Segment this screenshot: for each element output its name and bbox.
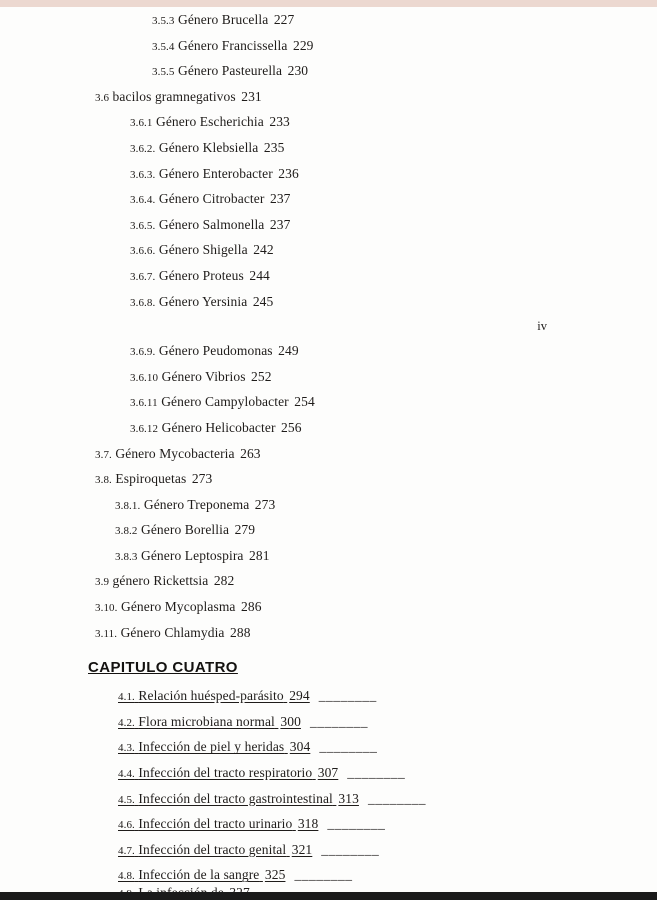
table-of-contents <box>0 7 657 900</box>
toc-entry-text <box>130 268 270 283</box>
toc-entry-page: 273 <box>254 496 276 512</box>
toc-entry-title: Género Mycoplasma <box>120 599 236 615</box>
toc-entry-page: 273 <box>191 471 213 487</box>
toc-entry <box>0 568 657 594</box>
toc-entry-number: 3.5.3 <box>152 15 175 27</box>
toc-entry <box>0 212 657 238</box>
toc-entry-text <box>95 446 261 461</box>
toc-entry-page: 300 <box>280 713 301 729</box>
toc-entry <box>0 33 657 59</box>
toc-entry-leader: ________ <box>321 841 380 857</box>
toc-entry-title: Género Proteus <box>158 267 244 283</box>
toc-entry-title: Género Escherichia <box>155 114 264 130</box>
toc-entry-number: 3.6.2. <box>130 142 156 155</box>
toc-entry-number: 3.5.5 <box>152 66 175 79</box>
toc-entry-text <box>115 548 270 563</box>
toc-entry-text <box>130 191 291 206</box>
toc-entry-text <box>118 739 310 754</box>
toc-entry-text <box>130 394 315 409</box>
toc-entry <box>0 492 657 518</box>
toc-entry-text <box>130 343 299 358</box>
toc-entry <box>0 58 657 84</box>
toc-entry-title: Género Enterobacter <box>158 165 273 181</box>
toc-section-chapter4 <box>0 683 657 900</box>
toc-entry-page: 233 <box>269 114 290 130</box>
toc-entry-page: 244 <box>249 267 270 283</box>
toc-entry-text <box>118 791 359 806</box>
toc-entry-title: Infección de piel y heridas <box>138 739 285 755</box>
toc-entry-title: Género Chlamydia <box>120 624 225 640</box>
toc-entry-title: Infección del tracto urinario <box>138 816 293 832</box>
toc-entry <box>0 84 657 110</box>
chapter-heading: CAPITULO CUATRO <box>88 659 238 677</box>
toc-entry <box>0 161 657 187</box>
toc-entry-number: 3.8. <box>95 474 112 487</box>
toc-entry-number: 4.7. <box>118 844 135 857</box>
toc-entry-text <box>95 573 234 588</box>
toc-entry <box>0 734 657 760</box>
toc-entry <box>0 338 657 364</box>
toc-entry-number: 3.8.1. <box>115 499 141 512</box>
toc-entry-title: género Rickettsia <box>112 573 209 589</box>
toc-section-chapter3-part1 <box>0 7 657 314</box>
toc-entry <box>0 364 657 390</box>
toc-entry-title: Género Brucella <box>177 12 269 27</box>
toc-entry-title: Género Klebsiella <box>158 139 259 155</box>
toc-entry <box>0 543 657 569</box>
toc-entry-text <box>118 714 301 729</box>
toc-entry-number: 3.6.7. <box>130 270 156 283</box>
toc-entry-page: 230 <box>287 63 309 79</box>
toc-entry-title: Género Pasteurella <box>177 63 283 79</box>
toc-entry <box>0 709 657 735</box>
toc-entry <box>0 109 657 135</box>
toc-section-chapter3-part2 <box>0 338 657 645</box>
toc-entry <box>0 389 657 415</box>
toc-entry-title: Género Borellia <box>140 522 230 538</box>
toc-entry-page: 288 <box>230 624 251 640</box>
toc-entry-number: 3.6.11 <box>130 397 158 410</box>
toc-entry <box>0 517 657 543</box>
toc-entry-number: 3.5.4 <box>152 40 175 53</box>
toc-entry-leader: ________ <box>309 713 368 729</box>
toc-entry-page: 304 <box>289 739 311 755</box>
toc-entry-page: 256 <box>281 419 302 435</box>
toc-entry-page: 237 <box>269 216 291 232</box>
toc-entry-number: 3.9 <box>95 576 110 589</box>
toc-entry-text <box>95 599 262 614</box>
toc-entry-title: Género Mycobacteria <box>115 445 235 461</box>
toc-entry-text <box>130 114 290 129</box>
toc-entry-text <box>118 765 338 780</box>
toc-entry-title: Género Vibrios <box>161 368 246 384</box>
toc-entry-text <box>130 294 273 309</box>
toc-entry-number: 3.6 <box>95 91 110 104</box>
toc-entry-text <box>130 166 299 181</box>
toc-entry-title: Género Peudomonas <box>158 343 273 359</box>
toc-entry-page: 263 <box>240 445 261 461</box>
toc-entry-page: 242 <box>253 242 274 258</box>
toc-entry-number: 4.3. <box>118 742 135 755</box>
toc-entry-number: 3.6.5. <box>130 219 156 232</box>
toc-entry-title: Infección del tracto respiratorio <box>138 765 313 781</box>
toc-entry-leader: ________ <box>367 790 426 806</box>
toc-entry-number: 3.8.2 <box>115 525 138 538</box>
toc-entry-text <box>130 369 272 384</box>
toc-entry-title: Género Helicobacter <box>161 419 276 435</box>
toc-entry-number: 4.5. <box>118 793 135 806</box>
toc-entry <box>0 683 657 709</box>
toc-entry-page: 325 <box>264 867 286 883</box>
toc-entry-number: 3.7. <box>95 448 112 461</box>
toc-entry-number: 4.8. <box>118 870 135 883</box>
toc-entry-number: 3.6.8. <box>130 296 156 309</box>
bottom-bar <box>0 892 657 900</box>
toc-entry-page: 318 <box>297 816 319 832</box>
toc-entry-number: 3.10. <box>95 602 118 615</box>
toc-entry-number: 3.6.3. <box>130 168 156 181</box>
toc-entry <box>0 289 657 315</box>
toc-entry-title: Género Shigella <box>158 242 248 258</box>
page-footer <box>0 314 657 338</box>
toc-entry-page: 294 <box>289 688 310 704</box>
toc-entry-number: 3.6.6. <box>130 245 156 258</box>
toc-entry-title: Género Salmonella <box>158 216 265 232</box>
toc-entry-text <box>130 217 290 232</box>
toc-entry <box>0 237 657 263</box>
toc-entry-title: Género Leptospira <box>140 547 244 563</box>
toc-entry <box>0 466 657 492</box>
toc-entry-text <box>95 625 251 640</box>
toc-entry-text <box>152 12 294 27</box>
toc-entry-text <box>95 471 212 486</box>
toc-entry-title: Infección del tracto gastrointestinal <box>138 790 333 806</box>
toc-entry-page: 281 <box>249 547 270 563</box>
toc-entry-text <box>118 842 312 857</box>
toc-entry-page: 254 <box>294 394 315 410</box>
toc-entry-text <box>130 140 284 155</box>
toc-entry-number: 4.4. <box>118 768 135 781</box>
toc-entry <box>0 811 657 837</box>
toc-entry-number: 3.6.9. <box>130 346 156 359</box>
toc-entry-title: Género Francissella <box>177 37 288 53</box>
toc-entry-page: 282 <box>213 573 235 589</box>
toc-entry-text <box>115 522 255 537</box>
toc-entry <box>0 263 657 289</box>
toc-entry-page: 245 <box>252 293 274 309</box>
toc-entry-title: Flora microbiana normal <box>138 713 275 729</box>
toc-entry-title: bacilos gramnegativos <box>112 88 236 104</box>
toc-entry-page: 231 <box>241 88 262 104</box>
toc-entry <box>0 415 657 441</box>
toc-entry <box>0 620 657 646</box>
toc-entry-number: 4.6. <box>118 819 135 832</box>
toc-entry-page: 236 <box>278 165 299 181</box>
toc-entry-title: Infección del tracto genital <box>138 841 287 857</box>
toc-entry-number: 3.6.1 <box>130 117 153 130</box>
toc-entry-text <box>95 89 262 104</box>
toc-entry-title: Género Campylobacter <box>161 394 289 410</box>
toc-entry-text <box>152 38 314 53</box>
toc-entry <box>0 7 657 33</box>
toc-entry-page: 227 <box>273 12 295 27</box>
toc-entry-title: Género Yersinia <box>158 293 248 309</box>
toc-entry <box>0 186 657 212</box>
toc-entry-page: 249 <box>278 343 299 359</box>
toc-entry-page: 321 <box>291 841 313 857</box>
toc-entry-page: 252 <box>251 368 272 384</box>
toc-entry-number: 3.6.4. <box>130 194 156 207</box>
toc-entry-page: 279 <box>234 522 256 538</box>
toc-entry-number: 3.8.3 <box>115 550 138 563</box>
toc-entry-text <box>118 688 310 703</box>
toc-entry-text <box>115 497 275 512</box>
toc-entry-text <box>130 242 274 257</box>
page-edge-top <box>0 0 657 7</box>
toc-entry-text <box>152 63 308 78</box>
toc-entry <box>0 594 657 620</box>
toc-entry-leader: ________ <box>318 688 377 704</box>
toc-entry-page: 313 <box>338 790 359 806</box>
toc-entry-number: 4.1. <box>118 691 135 704</box>
toc-entry-leader: ________ <box>294 867 353 883</box>
toc-entry-number: 3.6.12 <box>130 422 159 435</box>
toc-entry-page: 237 <box>269 191 291 207</box>
toc-entry-number: 3.6.10 <box>130 371 159 384</box>
toc-entry-title: Género Treponema <box>143 496 250 512</box>
toc-entry-page: 307 <box>317 765 339 781</box>
toc-entry-number: 4.2. <box>118 716 135 729</box>
toc-entry-leader: ________ <box>347 765 406 781</box>
toc-entry-title: Género Citrobacter <box>158 191 265 207</box>
toc-entry <box>0 837 657 863</box>
toc-entry-text <box>118 816 318 831</box>
page-number: iv <box>537 319 547 334</box>
toc-entry-page: 286 <box>241 599 262 615</box>
toc-entry <box>0 135 657 161</box>
toc-entry <box>0 786 657 812</box>
toc-entry-leader: ________ <box>319 739 378 755</box>
toc-entry-page: 235 <box>263 139 285 155</box>
toc-entry-title: Infección de la sangre <box>138 867 260 883</box>
toc-entry <box>0 760 657 786</box>
toc-entry-page: 229 <box>292 37 314 53</box>
toc-entry-leader: ________ <box>327 816 386 832</box>
toc-entry-title: Relación huésped-parásito <box>138 688 284 704</box>
toc-entry <box>0 441 657 467</box>
toc-entry-title: Espiroquetas <box>115 471 187 487</box>
toc-entry-text <box>130 420 302 435</box>
toc-entry-number: 3.11. <box>95 627 118 640</box>
